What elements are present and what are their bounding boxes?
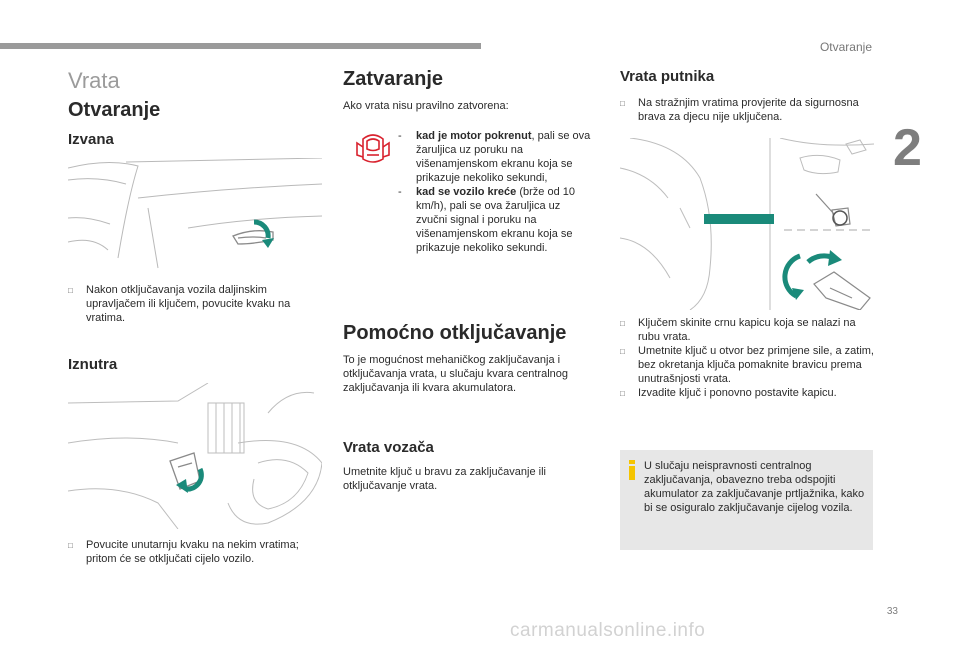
inside-heading: Iznutra [68,356,118,373]
driver-door-heading: Vrata vozača [343,439,434,456]
opening-heading: Otvaranje [68,99,161,121]
closing-heading: Zatvaranje [343,68,444,90]
inside-instruction: □ Povucite unutarnju kvaku na nekim vratima; pritom će se otključati cijelo vozilo. [68,539,299,565]
exterior-door-handle-illustration [68,158,322,270]
passenger-door-heading: Vrata putnika [620,68,715,85]
step-insert-key: □ Umetnite ključ u otvor bez primjene sile, a zatim, bez okretanja ključa pomaknite bravicu prema unutrašnjosti vrata. [620,345,874,385]
closing-intro: Ako vrata nisu pravilno zatvorena: [343,100,509,112]
driver-door-text: Umetnite ključ u bravu za zaključavanje ili otključavanje vrata. [343,466,546,492]
square-bullet-icon: □ [620,319,625,328]
square-bullet-icon: □ [68,541,73,550]
passenger-door-key-illustration [620,138,876,310]
chapter-number: 2 [893,119,922,177]
info-icon [626,460,638,480]
door-open-warning-icon [355,127,391,167]
outside-heading: Izvana [68,131,114,148]
child-lock-check: □ Na stražnjim vratima provjerite da sigurnosna brava za djecu nije uključena. [620,97,859,123]
outside-instruction: □ Nakon otključavanja vozila daljinskim upravljačem ili ključem, povucite kvaku na vratima. [68,284,291,324]
square-bullet-icon: □ [620,347,625,356]
section-title: Otvaranje [819,40,872,54]
square-bullet-icon: □ [620,389,625,398]
interior-door-handle-illustration [68,383,322,529]
topic-title: Vrata [68,68,120,93]
passenger-door-steps [620,316,876,401]
backup-unlocking-text: To je mogućnost mehaničkog zaključavanja i otključavanja vrata, u slučaju kvara centralnog zaključavanja ili kvara akumulatora. [343,354,569,394]
condition-engine-running: - kad je motor pokrenut, pali se ova žaruljica uz poruku na višenamjenskom ekranu koja se prikazuje nekoliko sekundi, [398,130,591,184]
square-bullet-icon: □ [68,286,73,295]
step-replace-cap: □ Izvadite ključ i ponovno postavite kapicu. [620,387,837,399]
info-text: U slučaju neispravnosti centralnog zaključavanja, obavezno treba odspojiti akumulator za zaključavanje prtljažnika, kako bi se osiguralo zaključavanje cijelog vozila. [644,460,865,514]
watermark: carmanualsonline.info [510,620,706,641]
header-rule [0,43,481,49]
square-bullet-icon: □ [620,99,625,108]
step-remove-cap: □ Ključem skinite crnu kapicu koja se nalazi na rubu vrata. [620,317,856,343]
condition-vehicle-moving: - kad se vozilo kreće (brže od 10 km/h), pali se ova žaruljica uz zvučni signal i poruku na višenamjenskom ekranu koja se prikazuje nekoliko sekundi. [398,186,575,254]
backup-unlocking-heading: Pomoćno otključavanje [343,322,567,344]
page-number: 33 [886,606,898,617]
info-box [620,450,873,550]
closing-conditions [398,129,594,255]
